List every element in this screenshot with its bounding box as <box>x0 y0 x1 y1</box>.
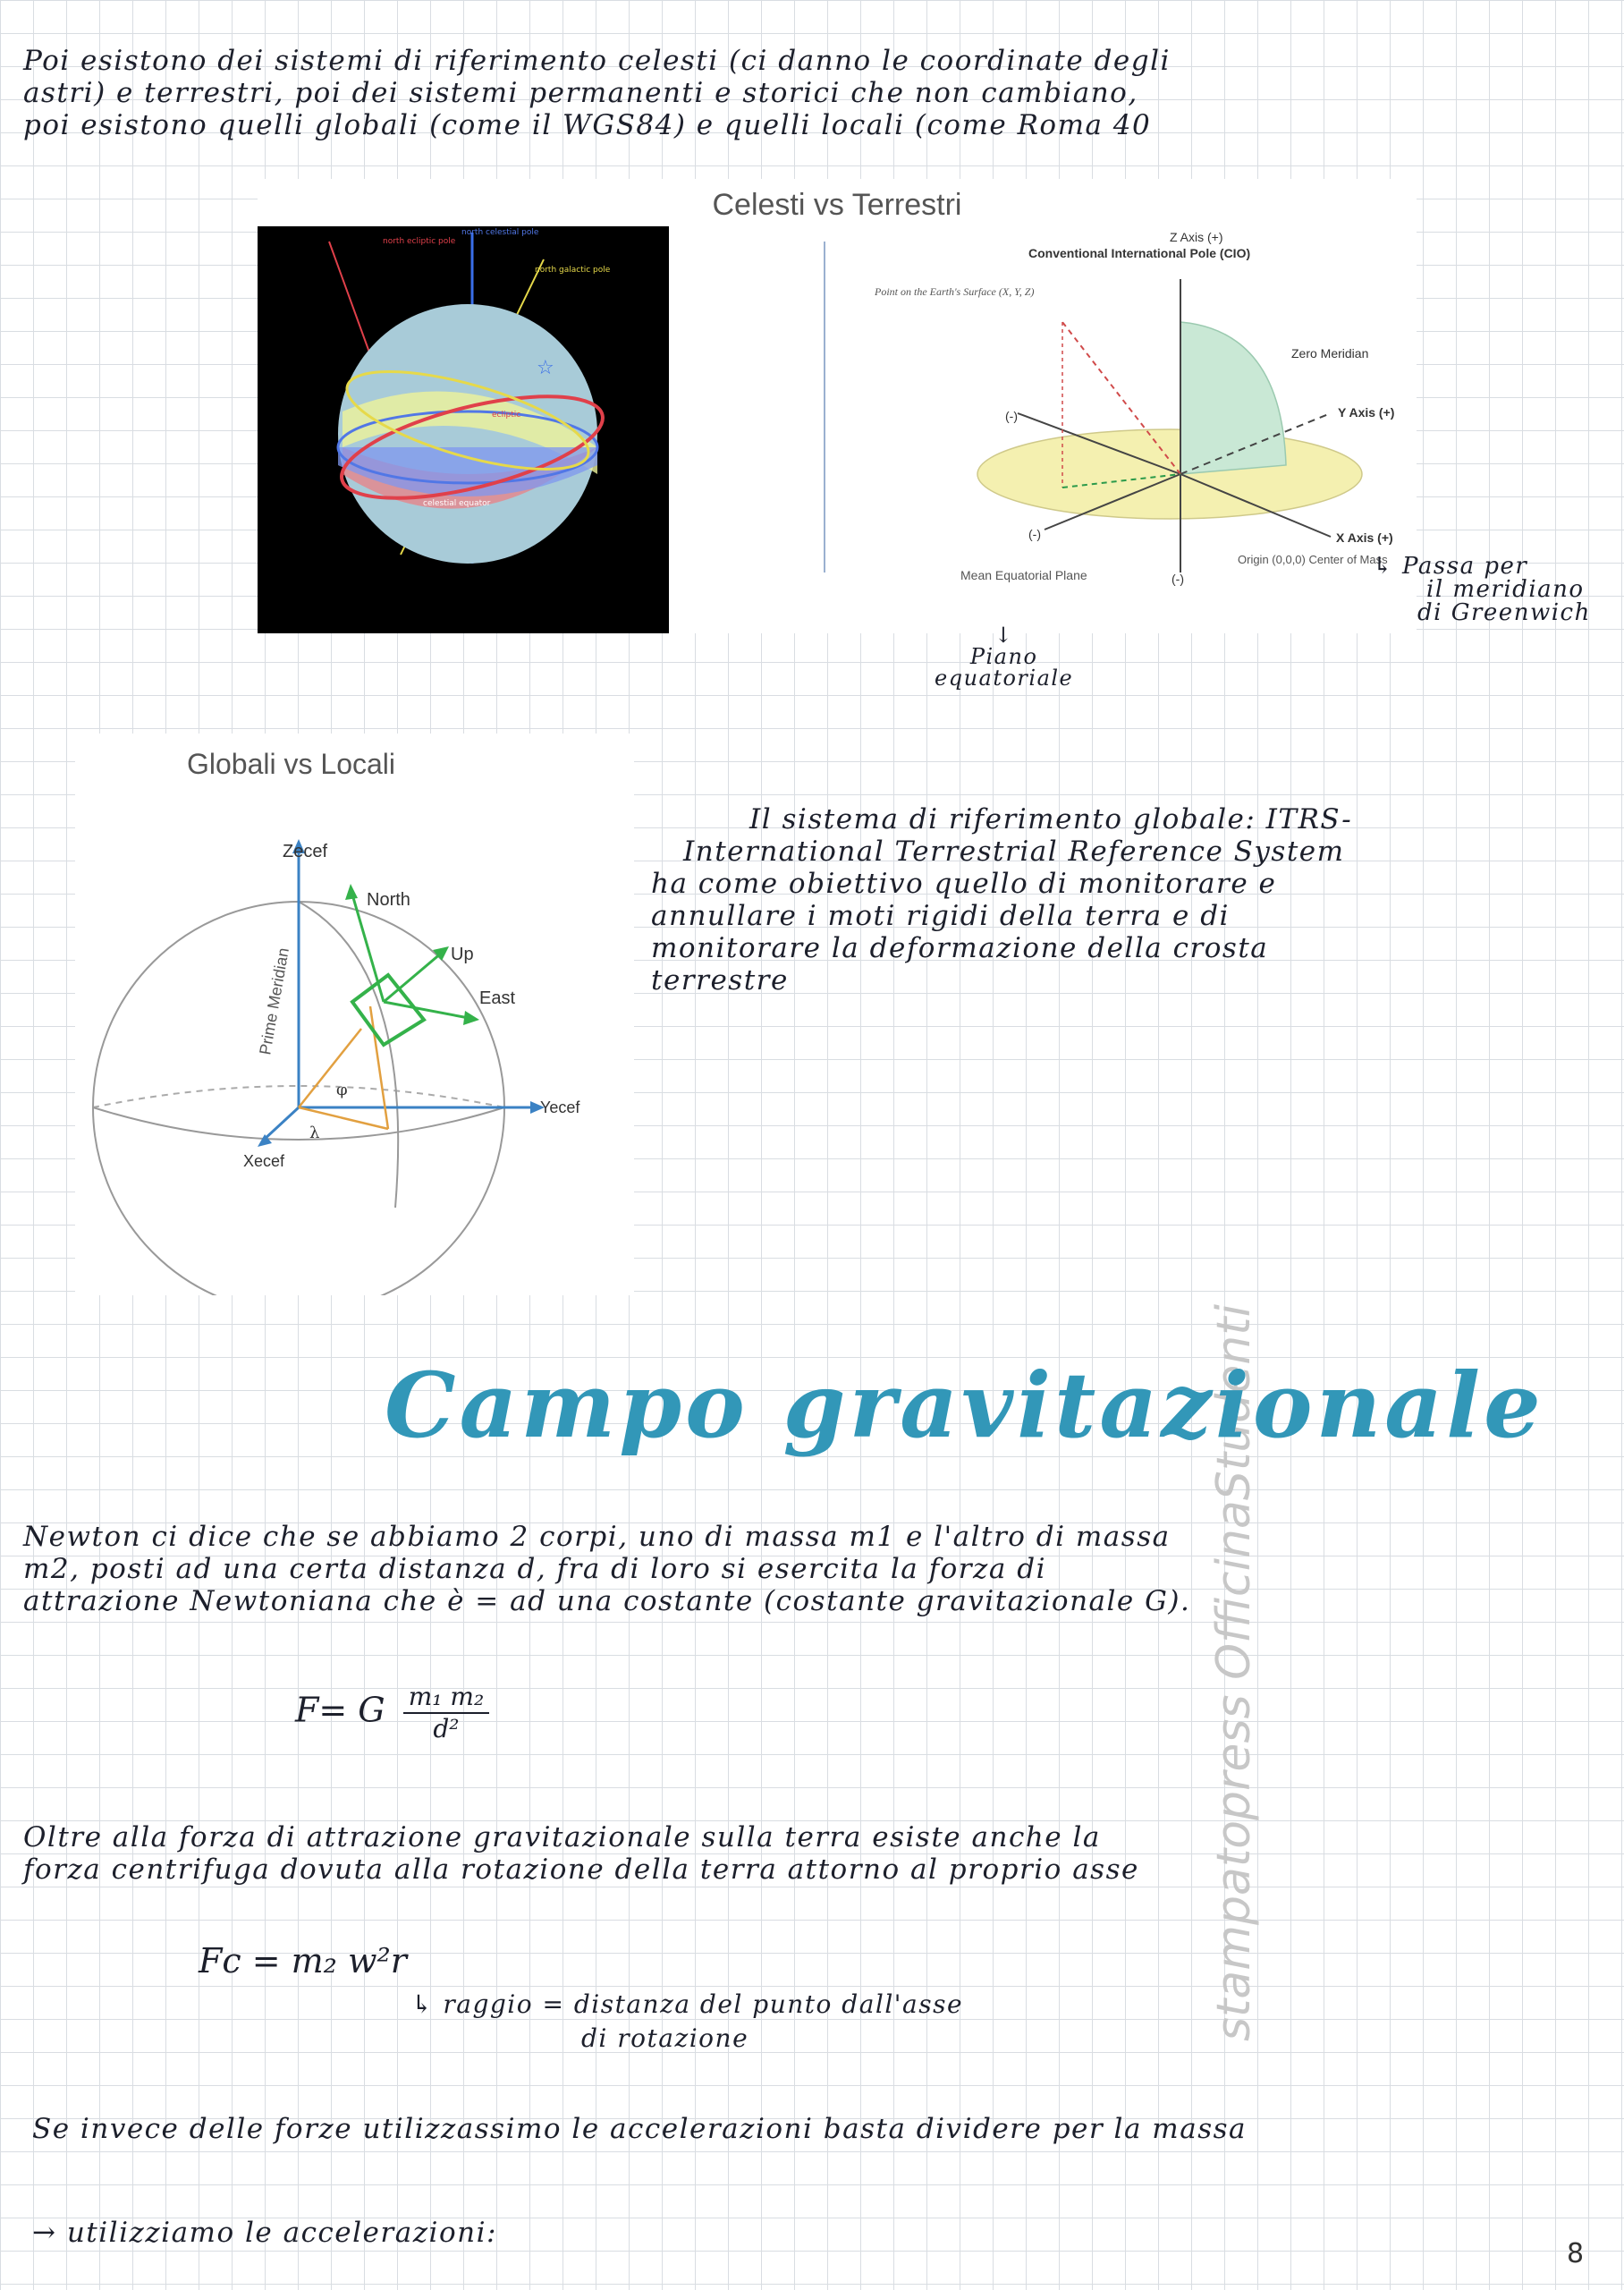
figure-celesti-terrestri <box>258 179 1417 633</box>
intro-line: Poi esistono dei sistemi di riferimento celesti (ci danno le coordinate degli <box>23 45 1171 77</box>
formula-centrifuga: Fc = m₂ w²r <box>199 1941 407 1980</box>
itrs-paragraph: Il sistema di riferimento globale: ITRS- International Terrestrial Reference System ha come obiettivo quello di monitorare e annullare i moti rigidi della terra e di monitorare la deformazione della crosta terrestre <box>651 803 1353 997</box>
label-minus-y: (-) <box>1005 409 1018 423</box>
figure-celesti-drawing <box>258 179 1417 633</box>
intro-line: astri) e terrestri, poi dei sistemi permanenti e storici che non cambiano, <box>23 77 1138 109</box>
label-north: North <box>367 890 410 910</box>
label-zecef: Zecef <box>283 842 328 861</box>
watermark: stampatopress OfficinaStudenti <box>1207 1303 1261 2042</box>
figure-title: Globali vs Locali <box>187 748 395 780</box>
label-east: East <box>479 988 516 1008</box>
label-y-axis: Y Axis (+) <box>1338 405 1395 420</box>
label-north-galactic-pole: north galactic pole <box>535 266 611 275</box>
section-title: Campo gravitazionale <box>385 1353 1544 1458</box>
label-x-axis: X Axis (+) <box>1336 530 1393 545</box>
formula-newton: F= G $\frac{\text{m₁ m₂}}{\text{d²}}$ <box>295 1682 489 1744</box>
arrow-down-icon: ↓ <box>994 623 1014 648</box>
label-zero-meridian: Zero Meridian <box>1291 346 1369 360</box>
label-minus-x: (-) <box>1028 527 1041 541</box>
intro-line: poi esistono quelli globali (come il WGS84) e quelli locali (come Roma 40 <box>23 109 1152 141</box>
formula-fraction: $\frac{\text{m₁ m₂}}{\text{d²}}$ <box>403 1682 489 1744</box>
label-phi: φ <box>336 1081 348 1099</box>
label-cio: Conventional International Pole (CIO) <box>1028 246 1251 260</box>
label-north-ecliptic-pole: north ecliptic pole <box>383 237 456 246</box>
label-minus-z: (-) <box>1171 572 1184 586</box>
label-z-axis: Z Axis (+) <box>1170 230 1223 244</box>
label-lambda: λ <box>309 1124 320 1142</box>
figure-title: Celesti vs Terrestri <box>712 188 962 222</box>
label-yecef: Yecef <box>540 1098 580 1116</box>
note-raggio: ↳ raggio = distanza del punto dall'asse di rotazione <box>411 1989 964 2053</box>
intro-paragraph <box>23 45 1588 141</box>
accelerazioni-arrow-line: → utilizziamo le accelerazioni: <box>32 2217 497 2249</box>
label-prime-meridian: Prime Meridian <box>256 946 292 1056</box>
label-mean-plane: Mean Equatorial Plane <box>960 568 1087 582</box>
note-greenwich: ↳ Passa per il meridiano di Greenwich <box>1373 553 1591 626</box>
label-origin: Origin (0,0,0) Center of Mass <box>1238 553 1388 566</box>
label-ecliptic: ecliptic <box>492 411 521 420</box>
label-up: Up <box>451 945 474 964</box>
page-number: 8 <box>1567 2238 1585 2269</box>
label-point-surface: Point on the Earth's Surface (X, Y, Z) <box>875 285 1035 298</box>
celestial-sphere <box>329 228 612 564</box>
star-icon: ☆ <box>537 357 554 379</box>
label-north-celestial-pole: north celestial pole <box>461 228 539 237</box>
centrifuga-paragraph: Oltre alla forza di attrazione gravitazionale sulla terra esiste anche la forza centrifuga dovuta alla rotazione della terra attorno al proprio asse <box>23 1821 1139 1886</box>
terrestrial-axes <box>874 230 1394 586</box>
newton-paragraph: Newton ci dice che se abbiamo 2 corpi, uno di massa m1 e l'altro di massa m2, posti ad una certa distanza d, fra di loro si esercita la forza di attrazione Newtoniana che è = ad una costante (costante gravitazionale G). <box>23 1521 1191 1617</box>
label-xecef: Xecef <box>243 1152 285 1170</box>
figure-globali-drawing <box>75 734 634 1295</box>
figure-globali-locali <box>75 734 634 1295</box>
note-piano-equatoriale: ↓ Piano equatoriale <box>935 623 1074 691</box>
label-celestial-equator: celestial equator <box>423 499 491 508</box>
accelerazioni-paragraph: Se invece delle forze utilizzassimo le accelerazioni basta dividere per la massa <box>32 2113 1247 2145</box>
